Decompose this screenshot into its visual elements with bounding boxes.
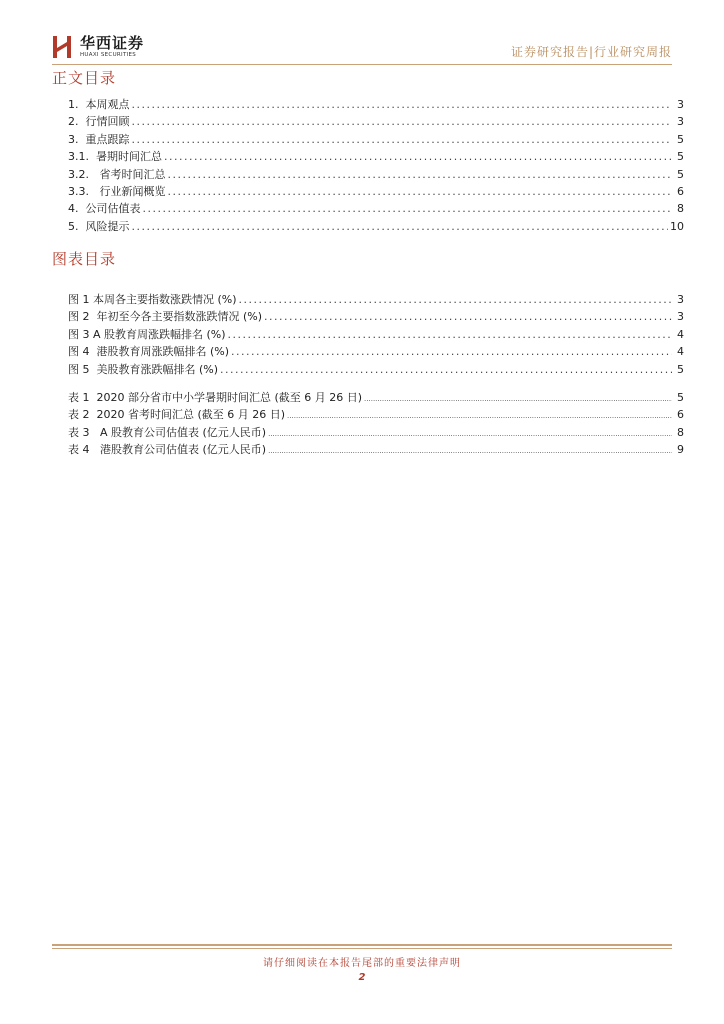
toc-leader-dots: [132, 133, 673, 146]
company-name-en: HUAXI SECURITIES: [80, 52, 137, 58]
header-divider: [52, 64, 672, 65]
page-number: 2: [358, 972, 366, 983]
toc-entry-label: 2. 行情回顾: [68, 115, 130, 129]
toc-entry-label: 表 2 2020 省考时间汇总 (截至 6 月 26 日): [68, 408, 286, 422]
toc-entry-label: 表 3 A 股教育公司估值表 (亿元人民币): [68, 425, 267, 439]
toc-leader-dots: [220, 363, 672, 376]
toc-main-title: 正文目录: [52, 69, 117, 87]
toc-entry[interactable]: [68, 166, 684, 183]
toc-entry-label: 1. 本周观点: [68, 98, 130, 111]
toc-leader-dots: [132, 115, 673, 128]
toc-entry-label: 5. 风险提示: [68, 219, 130, 233]
huaxi-logo-icon: [52, 34, 74, 60]
toc-entry-page: 4: [677, 327, 684, 341]
toc-entry[interactable]: [68, 441, 684, 458]
footer-disclaimer: 请仔细阅读在本报告尾部的重要法律声明: [263, 958, 461, 969]
toc-entry-label: 图 4 港股教育周涨跌幅排名 (%): [68, 345, 230, 359]
toc-entry-label: 表 1 2020 部分省市中小学暑期时间汇总 (截至 6 月 26 日): [68, 391, 363, 404]
toc-leader-dots: [143, 202, 673, 215]
toc-entry[interactable]: [68, 200, 684, 217]
toc-leader-dots: [268, 430, 672, 438]
toc-entry-page: 5: [677, 167, 684, 181]
toc-leader-dots: [164, 150, 672, 163]
toc-entry-page: 8: [677, 202, 684, 216]
toc-leader-dots: [268, 447, 672, 455]
toc-entry-page: 3: [677, 293, 684, 306]
toc-entry[interactable]: [68, 113, 684, 130]
toc-entry[interactable]: [68, 326, 684, 343]
toc-entry-page: 9: [677, 443, 684, 457]
toc-entry-page: 6: [677, 408, 684, 422]
report-type: 证券研究报告|行业研究周报: [510, 45, 672, 59]
toc-tables-list: [68, 389, 684, 459]
company-name-cn: 华西证券: [80, 34, 145, 52]
toc-entry-page: 5: [677, 132, 684, 146]
toc-figures-list: [68, 291, 684, 378]
toc-entry-page: 8: [677, 425, 684, 439]
toc-entry[interactable]: [68, 131, 684, 148]
toc-entry[interactable]: [68, 308, 684, 325]
toc-entry-page: 3: [677, 310, 684, 324]
toc-entry-label: 3.3. 行业新闻概览: [68, 184, 166, 198]
toc-leader-dots: [228, 328, 672, 341]
toc-entry-page: 5: [677, 150, 684, 164]
toc-entry-label: 4. 公司估值表: [68, 202, 141, 216]
toc-entry-label: 3.2. 省考时间汇总: [68, 167, 166, 181]
toc-entry-label: 图 5 美股教育涨跌幅排名 (%): [68, 362, 219, 376]
toc-leader-dots: [167, 185, 672, 198]
toc-entry[interactable]: [68, 218, 684, 235]
toc-entry-label: 图 3 A 股教育周涨跌幅排名 (%): [68, 327, 226, 341]
toc-entry-label: 3. 重点跟踪: [68, 132, 130, 146]
toc-entry-page: 5: [677, 391, 684, 404]
toc-entry[interactable]: [68, 291, 684, 308]
toc-entry[interactable]: [68, 148, 684, 165]
toc-leader-dots: [287, 412, 672, 420]
toc-entry-page: 4: [677, 345, 684, 359]
toc-leader-dots: [132, 220, 669, 233]
toc-entry-page: 3: [677, 115, 684, 129]
toc-entry[interactable]: [68, 183, 684, 200]
toc-leader-dots: [231, 345, 672, 358]
toc-entry[interactable]: [68, 424, 684, 441]
toc-entry[interactable]: [68, 343, 684, 360]
toc-leader-dots: [132, 98, 673, 111]
footer-divider: [52, 944, 672, 946]
toc-entry[interactable]: [68, 389, 684, 406]
toc-entry-page: 10: [670, 219, 684, 233]
toc-figures-title: 图表目录: [52, 250, 117, 268]
toc-entry[interactable]: [68, 361, 684, 378]
toc-entry[interactable]: [68, 96, 684, 113]
toc-entry[interactable]: [68, 406, 684, 423]
page-header: [52, 32, 672, 64]
toc-entry-label: 图 1 本周各主要指数涨跌情况 (%): [68, 293, 237, 306]
footer-divider-thin: [52, 948, 672, 949]
toc-leader-dots: [167, 168, 672, 181]
toc-main-list: [68, 96, 684, 235]
toc-entry-page: 5: [677, 362, 684, 376]
toc-leader-dots: [239, 293, 672, 306]
toc-entry-page: 6: [677, 184, 684, 198]
toc-entry-label: 表 4 港股教育公司估值表 (亿元人民币): [68, 443, 267, 457]
toc-leader-dots: [264, 310, 672, 323]
toc-leader-dots: [364, 395, 672, 403]
toc-entry-page: 3: [677, 98, 684, 111]
company-logo: [52, 34, 144, 60]
toc-entry-label: 3.1. 暑期时间汇总: [68, 150, 162, 164]
toc-entry-label: 图 2 年初至今各主要指数涨跌情况 (%): [68, 310, 263, 324]
